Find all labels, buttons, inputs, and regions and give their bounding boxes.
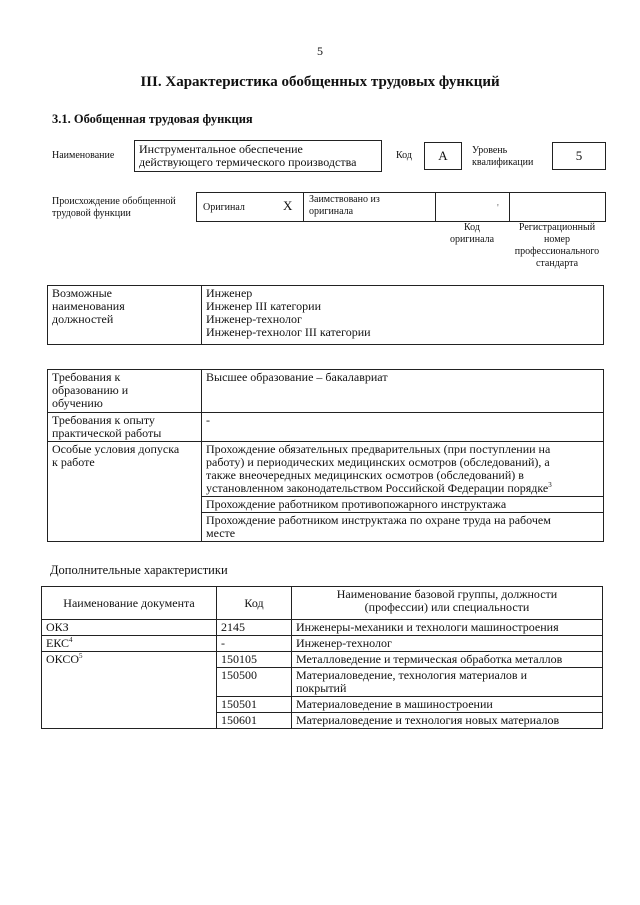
row-doc (42, 636, 217, 652)
header-name-line2: (профессии) или специальности (364, 600, 530, 614)
section-title: III. Характеристика обобщенных трудовых функций (140, 74, 500, 90)
header-code: Код (217, 587, 292, 620)
row-name (292, 668, 603, 697)
row-doc-text: ЕКС (46, 636, 70, 650)
table-row (42, 652, 603, 668)
positions-label-line3: должностей (52, 312, 114, 326)
condition-safety (202, 513, 604, 542)
function-name-label: Наименование (52, 150, 115, 161)
origin-label-line2: трудовой функции (52, 208, 131, 219)
code-original-line2: оригинала (449, 234, 495, 245)
experience-label-line1: Требования к опыту (52, 413, 155, 427)
borrowed-line1: Заимствовано из (309, 194, 380, 205)
origin-label-line1: Происхождение обобщенной (52, 196, 176, 207)
condition-medical-line4-text: установленном законодательством Российской Федерации порядке (206, 481, 549, 495)
function-code-label: Код (396, 150, 412, 161)
education-label-line3: обучению (52, 396, 103, 410)
origin-divider (303, 192, 304, 222)
row-name: Металловедение и термическая обработка металлов (292, 652, 603, 668)
education-label-line2: образованию и (52, 383, 129, 397)
row-doc-text: ОКЗ (46, 620, 69, 634)
position-item: Инженер III категории (206, 299, 321, 313)
position-item: Инженер-технолог III категории (206, 325, 371, 339)
reg-number-caption (508, 222, 606, 270)
row-name-line1: Материаловедение, технология материалов и (296, 668, 528, 682)
header-name (292, 587, 603, 620)
positions-label-line2: наименования (52, 299, 125, 313)
row-code: - (217, 636, 292, 652)
page-number: 5 (317, 44, 323, 58)
reg-line2: номер (544, 234, 570, 245)
position-item: Инженер-технолог (206, 312, 302, 326)
level-label-line1: Уровень (472, 145, 508, 156)
footnote-ref: 4 (69, 636, 73, 644)
code-original-line1: Код (464, 222, 480, 233)
function-code-value: А (424, 142, 462, 170)
condition-medical-line4 (206, 482, 599, 495)
row-doc-text: ОКСО (46, 652, 80, 666)
row-code: 150601 (217, 713, 292, 729)
function-name-line2: действующего термического производства (139, 155, 357, 169)
function-name-line1: Инструментальное обеспечение (139, 142, 303, 156)
condition-medical-line2: работу) и периодических медицинских осмотров (обследований), а (206, 455, 550, 469)
experience-value: - (202, 413, 604, 442)
condition-medical-line1: Прохождение обязательных предварительных (при поступлении на (206, 442, 551, 456)
row-name: Материаловедение и технология новых материалов (292, 713, 603, 729)
positions-label-cell (48, 286, 202, 345)
education-label-line1: Требования к (52, 370, 121, 384)
footnote-ref: 3 (548, 481, 552, 489)
condition-fire: Прохождение работником противопожарного инструктажа (202, 497, 604, 513)
row-name-line2: покрытий (296, 681, 347, 695)
row-name: Инженер-технолог (292, 636, 603, 652)
positions-label-line1: Возможные (52, 286, 112, 300)
additional-table (41, 586, 603, 729)
row-code: 2145 (217, 620, 292, 636)
position-item: Инженер (206, 286, 253, 300)
origin-divider (435, 192, 436, 222)
subsection-title: 3.1. Обобщенная трудовая функция (52, 112, 253, 126)
condition-safety-line1: Прохождение работником инструктажа по охране труда на рабочем (206, 513, 551, 527)
original-label: Оригинал (203, 202, 245, 213)
footnote-ref: 5 (79, 652, 83, 660)
reg-line1: Регистрационный (518, 222, 596, 233)
conditions-label-line2: к работе (52, 455, 95, 469)
row-code: 150500 (217, 668, 292, 697)
origin-mark: ' (497, 203, 499, 214)
condition-safety-line2: месте (206, 526, 236, 540)
level-label-line2: квалификации (472, 157, 534, 168)
reg-line4: стандарта (535, 258, 579, 269)
level-label (472, 145, 533, 169)
borrowed-label (309, 194, 380, 218)
requirements-table (47, 369, 604, 542)
origin-label (52, 196, 176, 220)
origin-row (196, 192, 606, 222)
row-name: Материаловедение в машиностроении (292, 697, 603, 713)
row-code: 150501 (217, 697, 292, 713)
row-name: Инженеры-механики и технологи машиностроения (292, 620, 603, 636)
table-row (42, 636, 603, 652)
code-original-caption (436, 222, 508, 246)
function-name-box (134, 140, 382, 172)
row-doc (42, 652, 217, 729)
condition-medical-line3: также внеочередных медицинских осмотров (обследований) в (206, 468, 524, 482)
table-row (42, 620, 603, 636)
row-code: 150105 (217, 652, 292, 668)
experience-label-line2: практической работы (52, 426, 162, 440)
education-label-cell (48, 370, 202, 413)
borrowed-line2: оригинала (309, 206, 354, 217)
additional-title: Дополнительные характеристики (50, 563, 228, 577)
header-doc: Наименование документа (42, 587, 217, 620)
conditions-label-cell (48, 442, 202, 542)
condition-medical (202, 442, 604, 497)
level-value: 5 (552, 142, 606, 170)
original-mark: X (283, 198, 293, 213)
conditions-label-line1: Особые условия допуска (52, 442, 180, 456)
positions-table (47, 285, 604, 345)
header-name-line1: Наименование базовой группы, должности (336, 587, 558, 601)
education-value: Высшее образование – бакалавриат (202, 370, 604, 413)
positions-list-cell (202, 286, 604, 345)
reg-line3: профессионального (514, 246, 600, 257)
origin-divider (509, 192, 510, 222)
experience-label-cell (48, 413, 202, 442)
row-doc (42, 620, 217, 636)
